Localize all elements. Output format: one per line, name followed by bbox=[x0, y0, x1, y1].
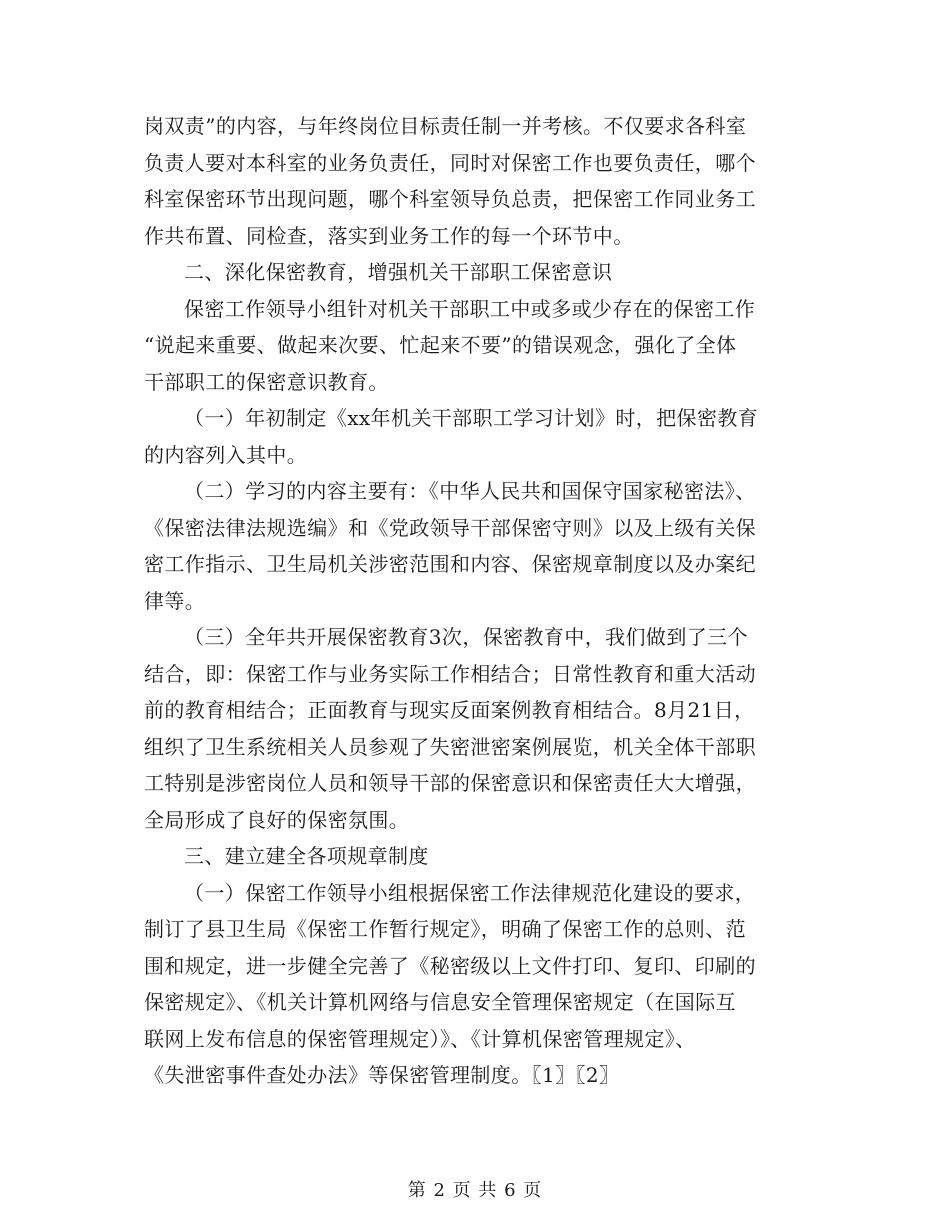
page-number-footer: 第 2 页 共 6 页 bbox=[407, 1180, 543, 1201]
text-line: 负责人要对本科室的业务负责任，同时对保密工作也要负责任，哪个 bbox=[144, 150, 756, 175]
text-line: （一）保密工作领导小组根据保密工作法律规范化建设的要求， bbox=[184, 880, 756, 905]
text-line: “说起来重要、做起来次要、忙起来不要”的错误观念，强化了全体 bbox=[144, 333, 737, 357]
text-line: （三）全年共开展保密教育3次，保密教育中，我们做到了三个 bbox=[184, 625, 748, 649]
text-line: 作共布置、同检查，落实到业务工作的每一个环节中。 bbox=[144, 223, 634, 248]
text-line: 律等。 bbox=[144, 588, 206, 613]
text-line: 《保密法律法规选编》和《党政领导干部保密守则》以及上级有关保 bbox=[144, 515, 756, 540]
text-line: 三、建立建全各项规章制度 bbox=[184, 844, 429, 868]
text-line: 联网上发布信息的保密管理规定）》、《计算机保密管理规定》、 bbox=[144, 1026, 696, 1051]
text-line: 《失泄密事件查处办法》等保密管理制度。〖1〗〖2〗 bbox=[144, 1063, 620, 1087]
paragraph bbox=[144, 473, 808, 619]
text-line: 工特别是涉密岗位人员和领导干部的保密意识和保密责任大大增强， bbox=[144, 771, 756, 795]
text-line: 围和规定，进一步健全完善了《秘密级以上文件打印、复印、印刷的 bbox=[144, 953, 756, 978]
text-line: 制订了县卫生局《保密工作暂行规定》，明确了保密工作的总则、范 bbox=[144, 917, 746, 941]
text-line: 组织了卫生系统相关人员参观了失密泄密案例展览，机关全体干部职 bbox=[144, 734, 756, 759]
text-line: 干部职工的保密意识教育。 bbox=[144, 369, 389, 394]
text-line: （二）学习的内容主要有：《中华人民共和国保守国家秘密法》、 bbox=[184, 479, 756, 503]
text-line: 二、深化保密教育，增强机关干部职工保密意识 bbox=[184, 260, 613, 284]
section-heading bbox=[144, 254, 808, 291]
text-line: 全局形成了良好的保密氛围。 bbox=[144, 807, 410, 832]
text-line: 结合，即：保密工作与业务实际工作相结合；日常性教育和重大活动 bbox=[144, 661, 756, 686]
text-line: 前的教育相结合；正面教育与现实反面案例教育相结合。8月21日， bbox=[144, 698, 755, 722]
paragraph bbox=[144, 400, 808, 473]
text-line: 科室保密环节出现问题，哪个科室领导负总责，把保密工作同业务工 bbox=[144, 187, 756, 211]
text-line: 的内容列入其中。 bbox=[144, 442, 308, 467]
text-line: （一）年初制定《xx年机关干部职工学习计划》时，把保密教育 bbox=[184, 406, 759, 430]
text-line: 保密工作领导小组针对机关干部职工中或多或少存在的保密工作 bbox=[184, 296, 756, 321]
paragraph bbox=[144, 291, 808, 401]
text-line: 密工作指示、卫生局机关涉密范围和内容、保密规章制度以及办案纪 bbox=[144, 552, 756, 576]
paragraph bbox=[144, 619, 808, 838]
text-line: 岗双责”的内容，与年终岗位目标责任制一并考核。不仅要求各科室 bbox=[144, 114, 747, 138]
document-body bbox=[144, 108, 808, 1094]
section-heading bbox=[144, 838, 808, 875]
paragraph bbox=[144, 108, 808, 254]
paragraph bbox=[144, 875, 808, 1094]
text-line: 保密规定》、《机关计算机网络与信息安全管理保密规定（在国际互 bbox=[144, 990, 736, 1014]
